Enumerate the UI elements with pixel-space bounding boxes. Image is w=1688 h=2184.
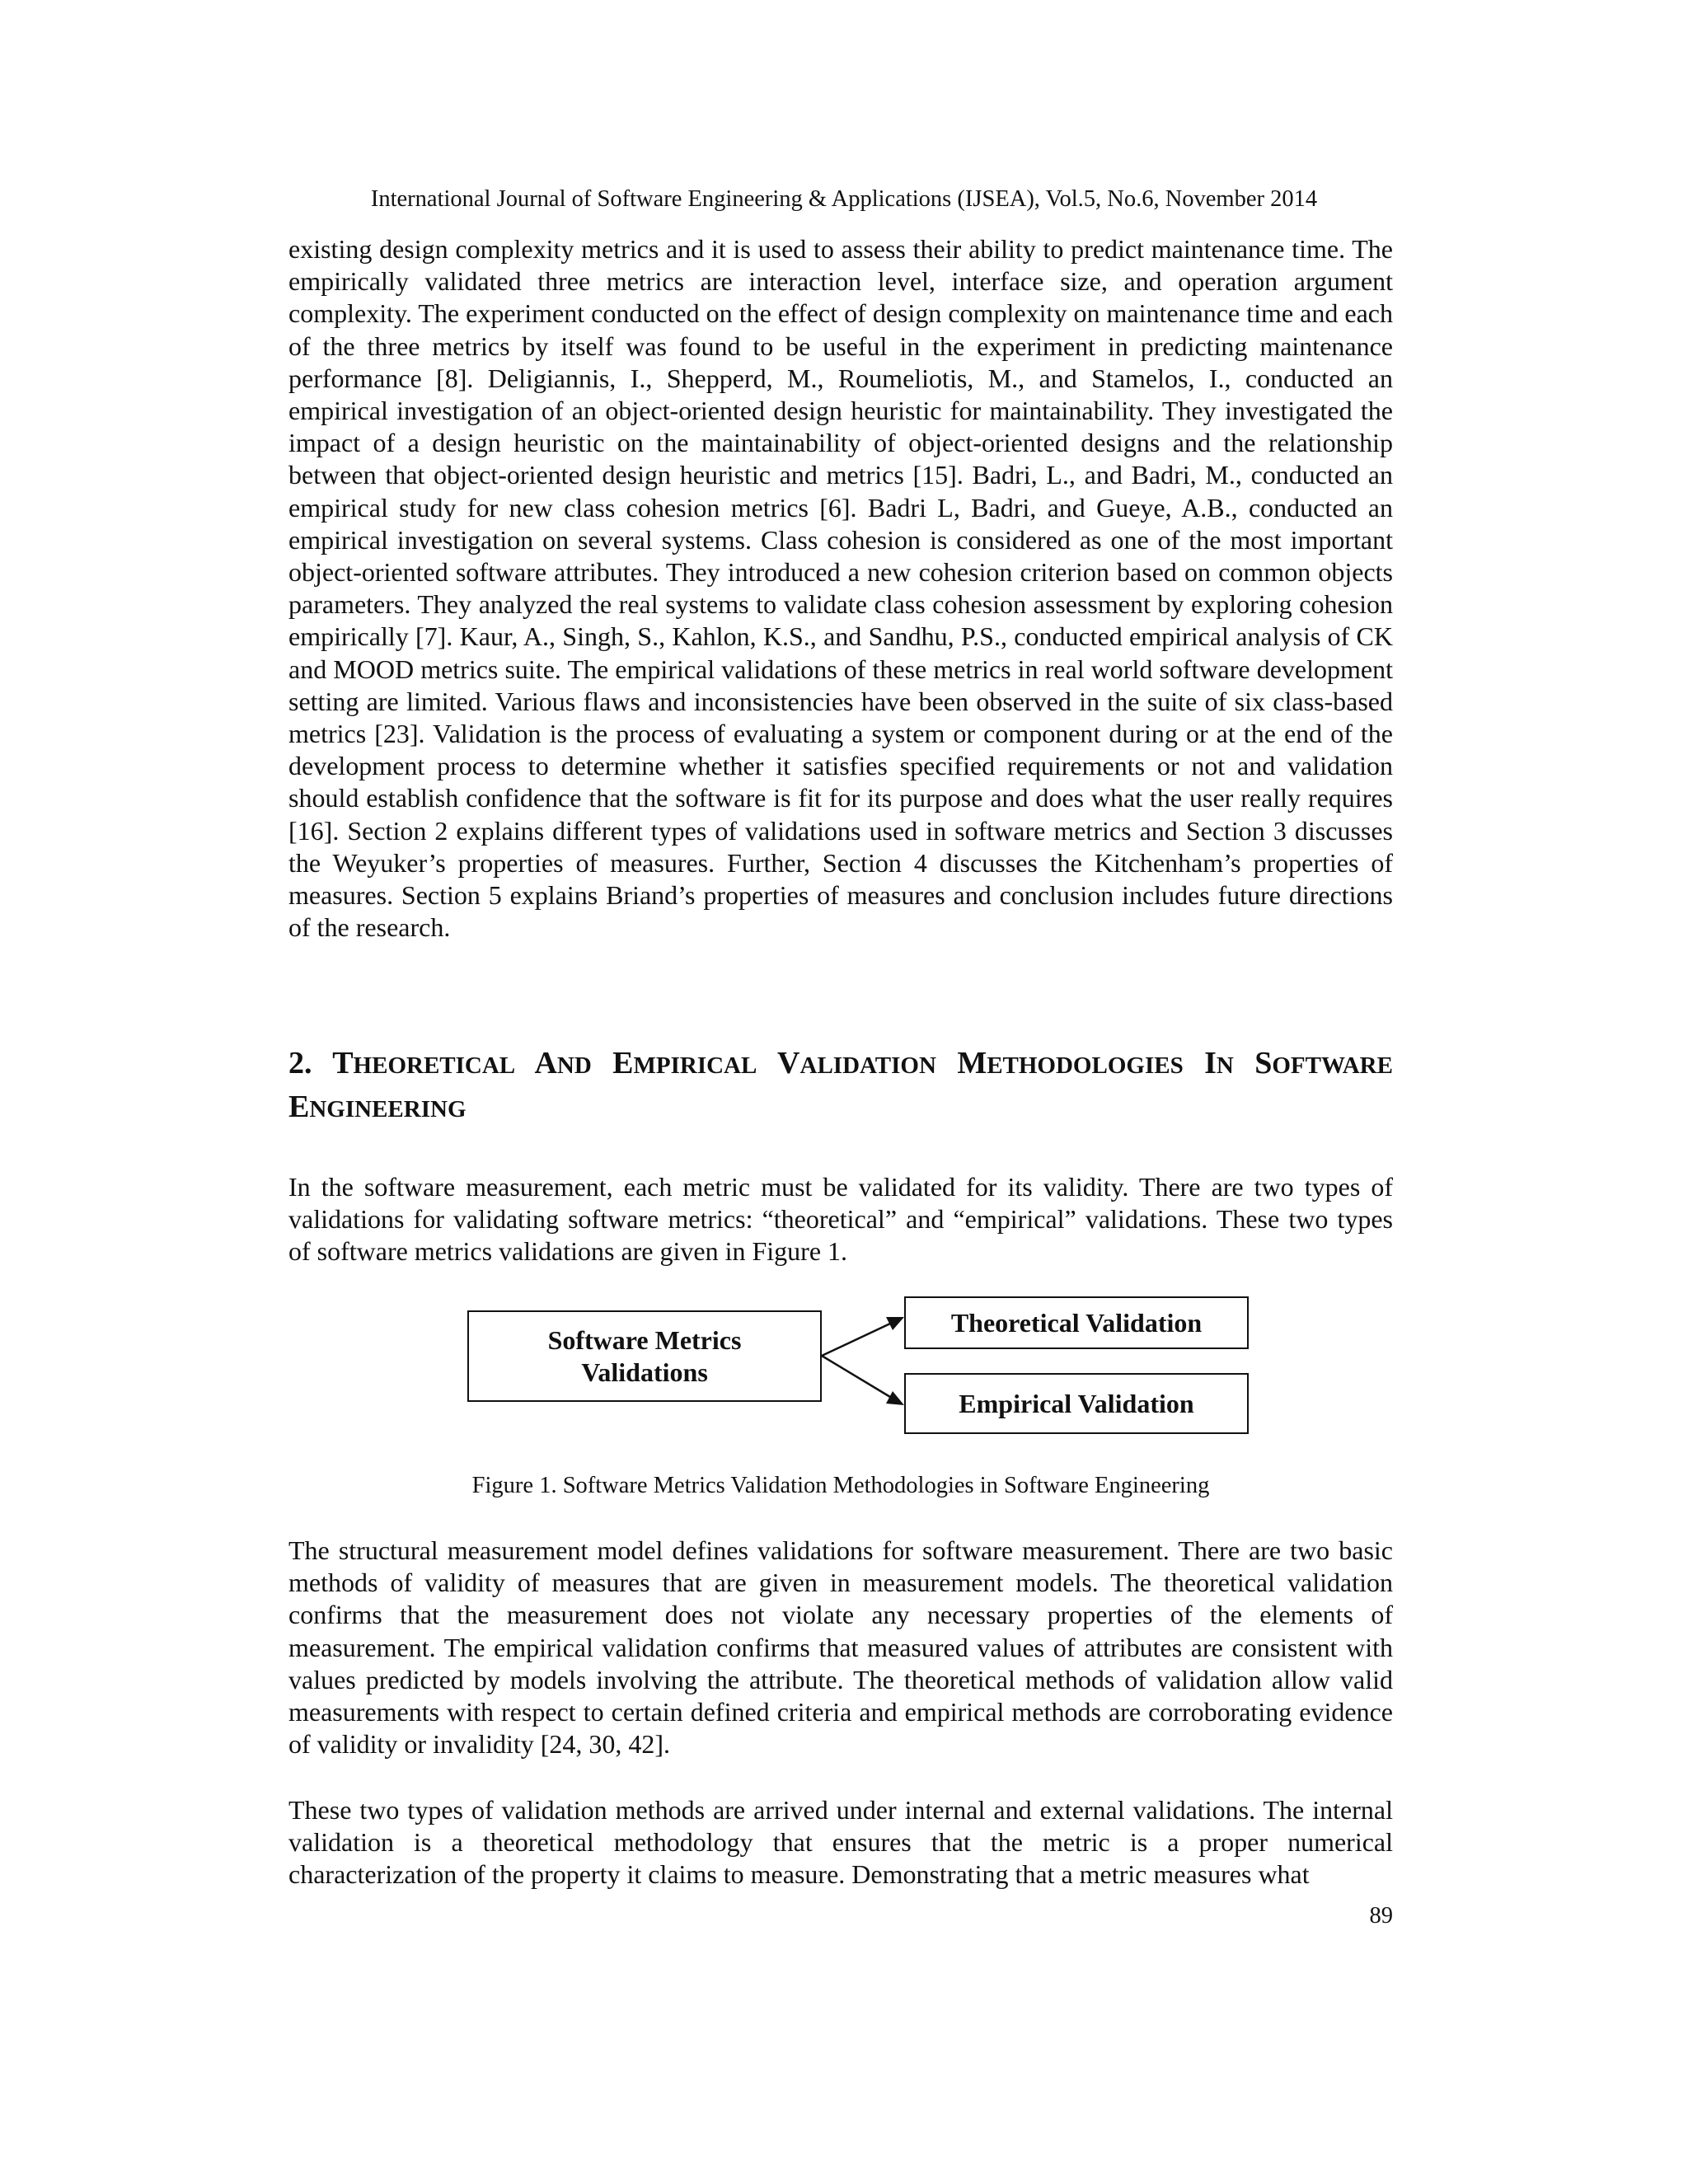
- arrow-to-empirical: [822, 1356, 890, 1397]
- heading-word: ENGINEERING: [288, 1090, 467, 1124]
- body-paragraph-internal-external: These two types of validation methods are arrived under internal and external validations. The internal validation is a theoretical methodology that ensures that the metric is a proper numerical characterization of the property it claims to measure. Demonstrating that a metric measures what: [288, 1795, 1393, 1890]
- body-paragraph-section2-intro: In the software measurement, each metric must be validated for its validity. There are two types of validations for validating software metrics: “theoretical” and “empirical” validations. These two types of software metrics validations are given in Figure 1.: [288, 1172, 1393, 1267]
- heading-word: THEORETICAL: [332, 1046, 516, 1080]
- heading-word: EMPIRICAL: [612, 1046, 757, 1080]
- figure-box-theoretical-validation: [904, 1296, 1249, 1349]
- heading-word: VALIDATION: [777, 1046, 936, 1080]
- arrow-to-theoretical: [822, 1324, 890, 1356]
- figure-box-empirical-validation: [904, 1373, 1249, 1434]
- figure-box-label: Theoretical Validation: [950, 1307, 1203, 1338]
- arrowhead-theoretical-icon: [886, 1317, 904, 1330]
- heading-word: IN: [1204, 1046, 1234, 1080]
- figure-box-label-line2: Validations: [581, 1357, 708, 1387]
- page-number: 89: [1369, 1903, 1393, 1929]
- body-paragraph-structural-model: The structural measurement model defines validations for software measurement. There are two basic methods of validity of measures that are given in measurement models. The theoretical validation confirms that the measurement does not violate any necessary properties of the elements of measurement. The empirical validation confirms that measured values of attributes are consistent with values predicted by models involving the attribute. The theoretical methods of validation allow valid measurements with respect to certain defined criteria and empirical methods are corroborating evidence of validity or invalidity [24, 30, 42].: [288, 1535, 1393, 1760]
- section-2-heading: [288, 1043, 1393, 1130]
- running-header: International Journal of Software Engineering & Applications (IJSEA), Vol.5, No.6, November 2014: [370, 186, 1318, 212]
- heading-word: METHODOLOGIES: [957, 1046, 1184, 1080]
- section-number: 2.: [288, 1046, 312, 1080]
- arrowhead-empirical-icon: [886, 1391, 904, 1405]
- figure-box-label: Empirical Validation: [959, 1388, 1194, 1418]
- heading-word: AND: [534, 1046, 592, 1080]
- body-paragraph-intro: existing design complexity metrics and it is used to assess their ability to predict maintenance time. The empirically validated three metrics are interaction level, interface size, and operation argument complexity. The experiment conducted on the effect of design complexity on maintenance time and each of the three metrics by itself was found to be useful in the experiment in predicting maintenance performance [8]. Deligiannis, I., Shepperd, M., Roumeliotis, M., and Stamelos, I., conducted an empirical investigation of an object-oriented design heuristic for maintainability. They investigated the impact of a design heuristic on the maintainability of object-oriented designs and the relationship between that object-oriented design heuristic and metrics [15]. Badri, L., and Badri, M., conducted an empirical study for new class cohesion metrics [6]. Badri L, Badri, and Gueye, A.B., conducted an empirical investigation on several systems. Class cohesion is considered as one of the most important object-oriented software attributes. They introduced a new cohesion criterion based on common objects parameters. They analyzed the real systems to validate class cohesion assessment by exploring cohesion empirically [7]. Kaur, A., Singh, S., Kahlon, K.S., and Sandhu, P.S., conducted empirical analysis of CK and MOOD metrics suite. The empirical validations of these metrics in real world software development setting are limited. Various flaws and inconsistencies have been observed in the suite of six class-based metrics [23]. Validation is the process of evaluating a system or component during or at the end of the development process to determine whether it satisfies specified requirements or not and validation should establish confidence that the software is fit for its purpose and does what the user really requires [16]. Section 2 explains different types of validations used in software metrics and Section 3 discusses the Weyuker’s properties of measures. Further, Section 4 discusses the Kitchenham’s properties of measures. Section 5 explains Briand’s properties of measures and conclusion includes future directions of the research.: [288, 234, 1393, 943]
- figure-caption: Figure 1. Software Metrics Validation Methodologies in Software Engineering: [471, 1473, 1210, 1498]
- figure-box-label-line1: Software Metrics: [547, 1324, 742, 1355]
- figure-box-software-metrics-validations: [467, 1310, 822, 1402]
- heading-word: SOFTWARE: [1254, 1046, 1393, 1080]
